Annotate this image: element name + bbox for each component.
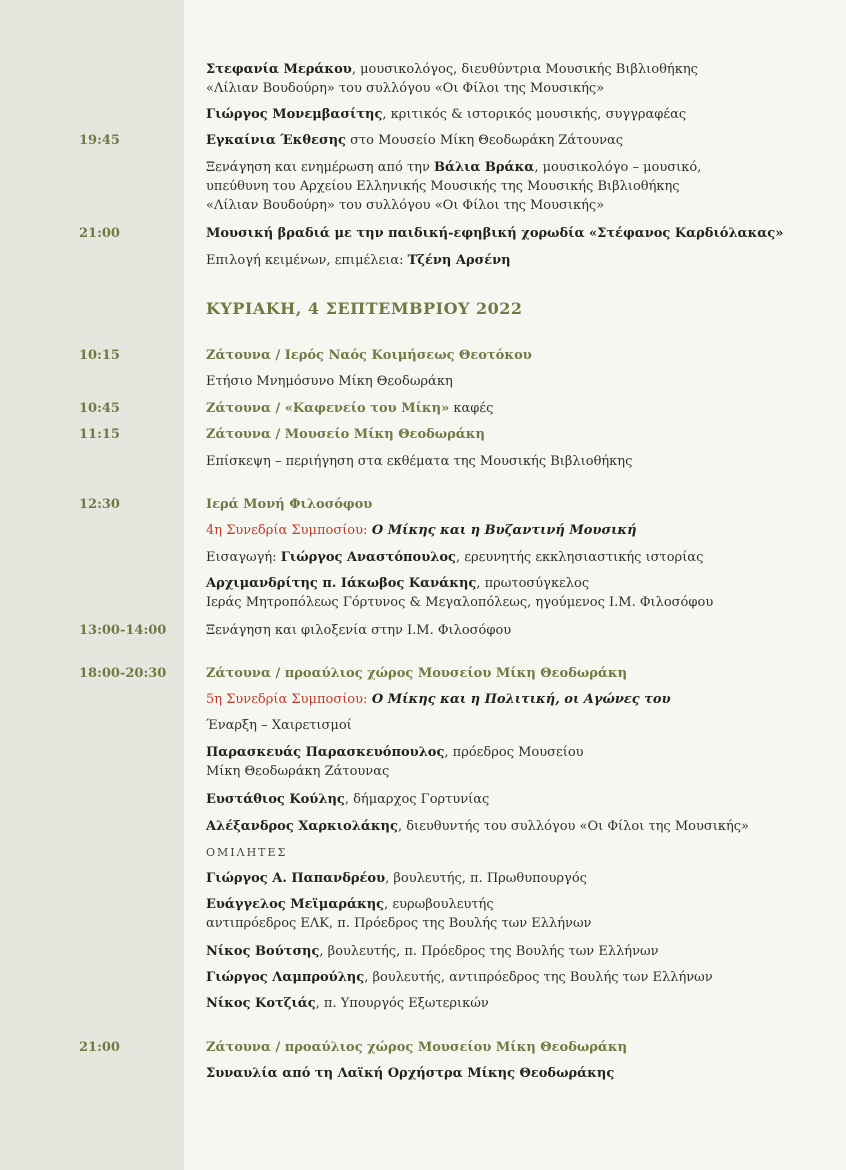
- event-title: Μουσική βραδιά με την παιδική-εφηβική χορωδία «Στέφανος Καρδιόλακας»: [206, 226, 784, 241]
- time-label: 21:00: [79, 226, 120, 241]
- speaker-role: , βουλευτής, αντιπρόεδρος της Βουλής των Ελλήνων: [364, 970, 713, 985]
- time-label: 10:45: [79, 401, 120, 416]
- session-title: Ο Μίκης και η Πολιτική, οι Αγώνες του: [367, 692, 671, 707]
- speaker-role: , ευρωβουλευτής: [384, 897, 494, 912]
- entry-prefix: Εισαγωγή:: [206, 550, 281, 565]
- entry-prefix: Επιλογή κειμένων, επιμέλεια:: [206, 253, 408, 268]
- speaker-name: Νίκος Κοτζιάς: [206, 996, 316, 1011]
- speaker-role: , ερευνητής εκκλησιαστικής ιστορίας: [455, 550, 704, 565]
- speaker-role-cont: Μίκη Θεοδωράκη Ζάτουνας: [206, 764, 390, 779]
- speaker-role: , βουλευτής, π. Πρωθυπουργός: [385, 871, 587, 886]
- time-label: 21:00: [79, 1040, 120, 1055]
- speaker-role: , π. Υπουργός Εξωτερικών: [315, 996, 489, 1011]
- speaker-name: Γιώργος Μονεμβασίτης: [206, 107, 383, 122]
- time-label: 11:15: [79, 427, 120, 442]
- speaker-name: Νίκος Βούτσης: [206, 944, 320, 959]
- speaker-name: Ευστάθιος Κούλης: [206, 792, 345, 807]
- event-location: Ζάτουνα / «Καφενείο του Μίκη»: [206, 401, 450, 416]
- session-label: 5η Συνεδρία Συμποσίου:: [206, 692, 368, 707]
- session-title: Ο Μίκης και η Βυζαντινή Μουσική: [367, 523, 637, 538]
- speaker-role: , κριτικός & ιστορικός μουσικής, συγγραφέας: [382, 107, 687, 122]
- speaker-name: Βάλια Βράκα: [434, 160, 535, 175]
- time-label: 19:45: [79, 133, 120, 148]
- speaker-role: , μουσικολόγος, διευθύντρια Μουσικής Βιβλιοθήκης: [351, 62, 698, 77]
- speaker-role-cont: «Λίλιαν Βουδούρη» του συλλόγου «Οι Φίλοι της Μουσικής»: [206, 81, 605, 96]
- time-label: 18:00-20:30: [79, 666, 167, 681]
- event-description: Ετήσιο Μνημόσυνο Μίκη Θεοδωράκη: [206, 374, 453, 389]
- speaker-role: , πρωτοσύγκελος: [476, 576, 590, 591]
- event-description: Επίσκεψη – περιήγηση στα εκθέματα της Μουσικής Βιβλιοθήκης: [206, 454, 633, 469]
- speaker-role: , μουσικολόγο – μουσικό,: [534, 160, 702, 175]
- entry-prefix: Ξενάγηση και ενημέρωση από την: [206, 160, 434, 175]
- event-description: καφές: [449, 401, 494, 416]
- event-location: στο Μουσείο Μίκη Θεοδωράκη Ζάτουνας: [345, 133, 624, 148]
- speaker-name: Τζένη Αρσένη: [407, 253, 511, 268]
- speaker-name: Αρχιμανδρίτης π. Ιάκωβος Κανάκης: [206, 576, 477, 591]
- speaker-role-cont: Ιεράς Μητροπόλεως Γόρτυνος & Μεγαλοπόλεως, ηγούμενος Ι.Μ. Φιλοσόφου: [206, 595, 714, 610]
- time-column-background: [0, 0, 184, 1170]
- event-title: Εγκαίνια Έκθεσης: [206, 133, 346, 148]
- time-label: 12:30: [79, 497, 120, 512]
- speaker-role: , διευθυντής του συλλόγου «Οι Φίλοι της Μουσικής»: [397, 819, 750, 834]
- speaker-name: Ευάγγελος Μεϊμαράκης: [206, 897, 385, 912]
- speaker-role-cont: αντιπρόεδρος ΕΛΚ, π. Πρόεδρος της Βουλής των Ελλήνων: [206, 916, 592, 931]
- speakers-heading: ΟΜΙΛΗΤΕΣ: [206, 846, 288, 859]
- event-location: Ζάτουνα / Μουσείο Μίκη Θεοδωράκη: [206, 427, 486, 442]
- speaker-name: Στεφανία Μεράκου: [206, 62, 352, 77]
- speaker-name: Γιώργος Α. Παπανδρέου: [206, 871, 386, 886]
- speaker-name: Γιώργος Αναστόπουλος: [280, 550, 456, 565]
- event-description: Έναρξη – Χαιρετισμοί: [206, 718, 352, 733]
- event-location: Ζάτουνα / Ιερός Ναός Κοιμήσεως Θεοτόκου: [206, 348, 532, 363]
- time-label: 13:00-14:00: [79, 623, 167, 638]
- session-label: 4η Συνεδρία Συμποσίου:: [206, 523, 368, 538]
- event-location: Ζάτουνα / προαύλιος χώρος Μουσείου Μίκη Θεοδωράκη: [206, 666, 628, 681]
- day-heading: ΚΥΡΙΑΚΗ, 4 ΣΕΠΤΕΜΒΡΙΟΥ 2022: [206, 299, 523, 318]
- speaker-name: Αλέξανδρος Χαρκιολάκης: [206, 819, 398, 834]
- speaker-name: Γιώργος Λαμπρούλης: [206, 970, 365, 985]
- speaker-role: , δήμαρχος Γορτυνίας: [344, 792, 490, 807]
- event-location: Ιερά Μονή Φιλοσόφου: [206, 497, 373, 512]
- event-title: Συναυλία από τη Λαϊκή Ορχήστρα Μίκης Θεοδωράκης: [206, 1066, 615, 1081]
- event-location: Ζάτουνα / προαύλιος χώρος Μουσείου Μίκη Θεοδωράκη: [206, 1040, 628, 1055]
- time-label: 10:15: [79, 348, 120, 363]
- speaker-role-cont: «Λίλιαν Βουδούρη» του συλλόγου «Οι Φίλοι της Μουσικής»: [206, 198, 605, 213]
- event-description: Ξενάγηση και φιλοξενία στην Ι.Μ. Φιλοσόφου: [206, 623, 512, 638]
- speaker-name: Παρασκευάς Παρασκευόπουλος: [206, 745, 445, 760]
- speaker-role: , πρόεδρος Μουσείου: [444, 745, 584, 760]
- speaker-role: , βουλευτής, π. Πρόεδρος της Βουλής των Ελλήνων: [319, 944, 659, 959]
- speaker-role-cont: υπεύθυνη του Αρχείου Ελληνικής Μουσικής της Μουσικής Βιβλιοθήκης: [206, 179, 680, 194]
